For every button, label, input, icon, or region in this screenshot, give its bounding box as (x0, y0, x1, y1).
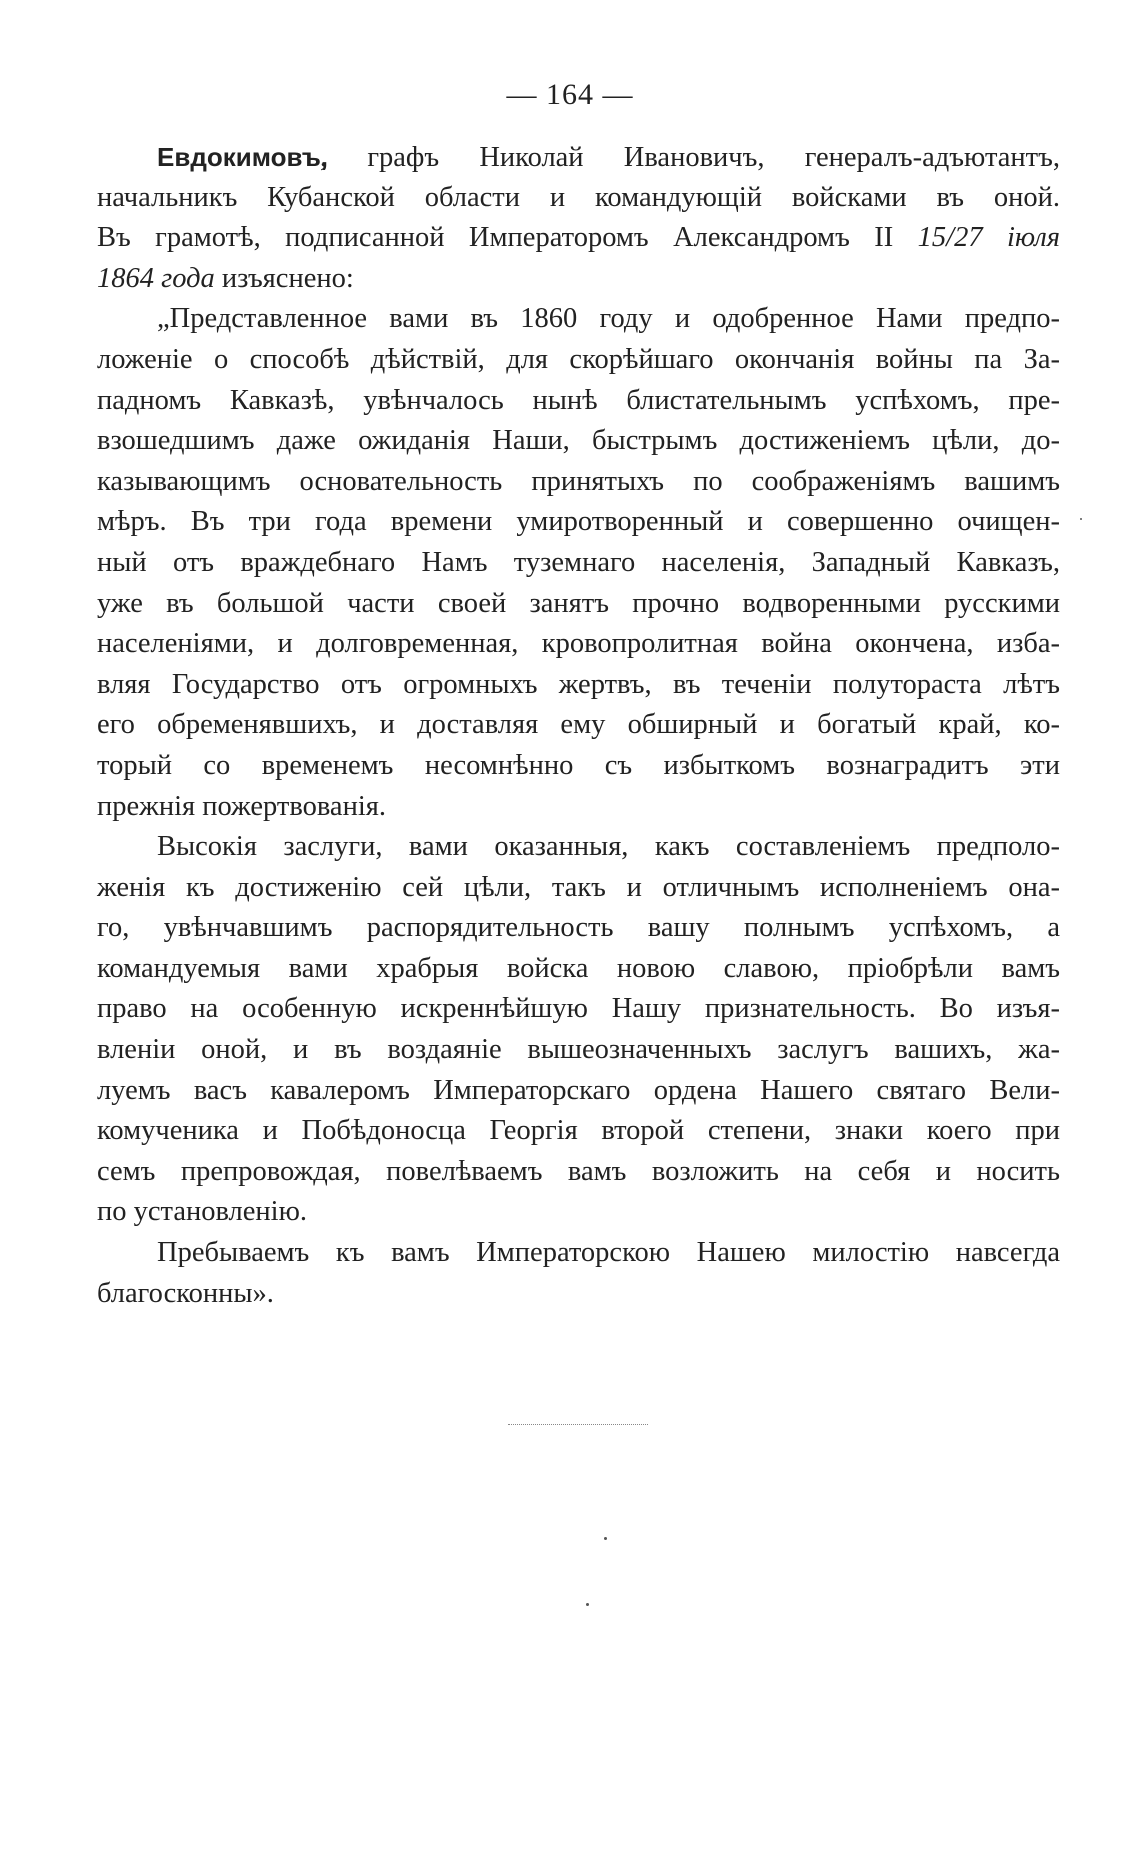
quote-line: го, увѣнчавшимъ распорядительность вашу полнымъ успѣхомъ, а (97, 912, 1060, 944)
quote-line: женія къ достиженію сей цѣли, такъ и отличнымъ исполненіемъ она- (97, 871, 1060, 903)
quote-line: мѣръ. Въ три года времени умиротворенный и совершенно очищен- (97, 506, 1060, 538)
print-speck (586, 1603, 589, 1606)
quote-line: луемъ васъ кавалеромъ Императорскаго ордена Нашего святаго Вели- (97, 1074, 1060, 1106)
quote-paragraph-2 (97, 827, 1060, 1233)
quote-line: падномъ Кавказѣ, увѣнчалось нынѣ блистательнымъ успѣхомъ, пре- (97, 384, 1060, 416)
page-number: — 164 — (506, 78, 634, 111)
quote-paragraph-3 (97, 1233, 1060, 1314)
quote-line: ложеніе о способѣ дѣйствій, для скорѣйшаго окончанія войны па За- (97, 343, 1060, 375)
quote-line: населеніями, и долговременная, кровопролитная война окончена, избa- (97, 628, 1060, 660)
quote-line: командуемыя вами храбрыя войска новою славою, пріобрѣли вамъ (97, 952, 1060, 984)
quote-line: уже въ большой части своей занятъ прочно водворенными русскими (97, 587, 1060, 619)
entry-name: Евдокимовъ, (157, 142, 328, 172)
quote-line: „Представленное вами въ 1860 году и одобренное Нами предпо- (157, 303, 1060, 335)
text-body (97, 137, 1060, 1314)
print-speck (1080, 518, 1082, 520)
entry-date: 15/27 іюля (917, 222, 1060, 254)
quote-line: благосконны». (97, 1277, 274, 1309)
quote-line: комученика и Побѣдоносца Георгія второй степени, знаки коего при (97, 1115, 1060, 1147)
quote-line: право на особенную искреннѣйшую Нашу признательность. Во изъя- (97, 993, 1060, 1025)
quote-line: по установленію. (97, 1196, 308, 1228)
quote-line: его обременявшихъ, и доставляя ему обширный и богатый край, ко- (97, 709, 1060, 741)
quote-line: Высокія заслуги, вами оказанныя, какъ составленіемъ предполо- (157, 831, 1060, 863)
entry-line: Евдокимовъ,, графъ Николай Ивановичъ, генералъ-адъютантъ, (157, 142, 1060, 173)
quote-line: вленіи оной, и въ воздаяніе вышеозначенныхъ заслугъ вашихъ, жa- (97, 1034, 1060, 1066)
quote-line: взошедшимъ даже ожиданія Наши, быстрымъ достиженіемъ цѣли, до- (97, 425, 1060, 457)
quote-line: ный отъ враждебнаго Намъ туземнаго населенія, Западный Кавказъ, (97, 546, 1060, 578)
print-speck (604, 1537, 607, 1540)
quote-line: прежнія пожертвованія. (97, 790, 386, 822)
end-separator (508, 1424, 648, 1425)
quote-line: вляя Государство отъ огромныхъ жертвъ, въ теченіи полутораста лѣтъ (97, 668, 1060, 700)
entry-line: начальникъ Кубанской области и командующій войсками въ оной. (97, 181, 1060, 213)
quote-paragraph-1 (97, 299, 1060, 827)
entry-paragraph (97, 137, 1060, 299)
entry-line: 1864 года изъяснено: (97, 262, 354, 294)
quote-line: Пребываемъ къ вамъ Императорскою Нашею милостію навсегда (157, 1237, 1060, 1269)
quote-line: торый со временемъ несомнѣнно съ избыткомъ вознаградитъ эти (97, 749, 1060, 781)
entry-year: 1864 года (97, 262, 215, 294)
quote-line: семъ препровождая, повелѣваемъ вамъ возложить на себя и носить (97, 1155, 1060, 1187)
entry-line: Въ грамотѣ, подписанной Императоромъ Александромъ II 15/27 іюля (97, 222, 1060, 254)
quote-line: казывающимъ основательность принятыхъ по соображеніямъ вашимъ (97, 465, 1060, 497)
